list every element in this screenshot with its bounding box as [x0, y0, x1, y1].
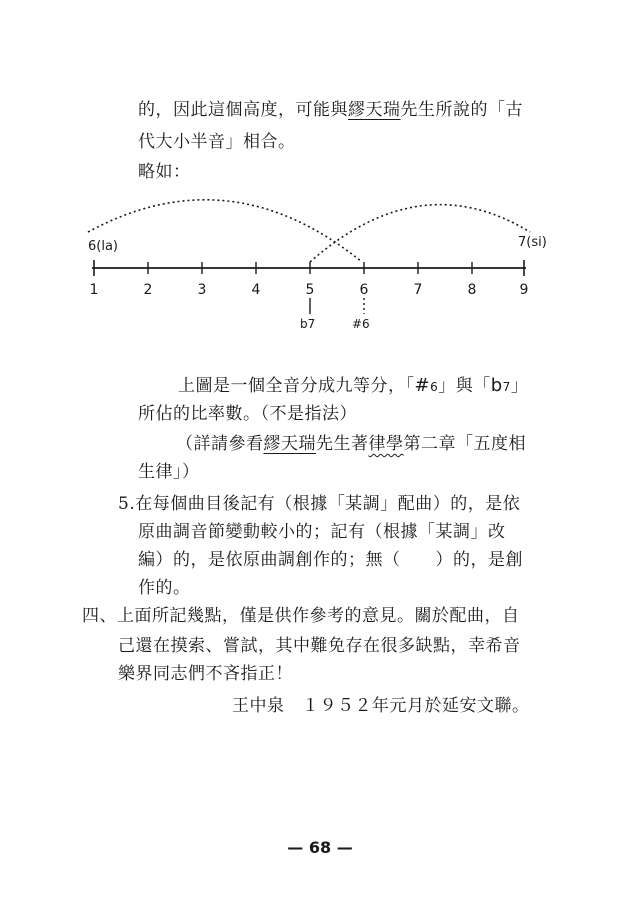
text-segment: （詳請參看 — [176, 434, 264, 454]
text-segment: 代大小半音」相合。 — [138, 132, 296, 152]
scale-number: 9 — [519, 282, 529, 298]
section-4-line — [118, 662, 293, 686]
text-segment: 與 — [455, 376, 474, 396]
underlined-name: 繆天瑞 — [263, 434, 316, 454]
flat-symbol: b — [490, 375, 503, 396]
list-item-5-line — [138, 576, 191, 600]
sharp-symbol: # — [414, 375, 431, 396]
section-4-line — [82, 604, 520, 628]
list-item-5-line — [138, 520, 506, 544]
scale-number: 5 — [305, 282, 315, 298]
label-flat-seven: b7 — [300, 317, 316, 331]
bracket: 」 — [510, 376, 529, 396]
signature: 王中泉 １９５２年元月於延安文聯。 — [232, 696, 530, 716]
text-segment: 上圖是一個全音分成九等分， — [178, 376, 406, 396]
bracket: 「 — [405, 376, 415, 396]
list-item-5-line — [138, 548, 523, 572]
text-segment: 先生著 — [316, 434, 369, 454]
text-segment: 的，因此這個高度，可能與 — [138, 100, 348, 120]
text-segment: 原曲調音節變動較小的；記有（根據「某調」改 — [138, 522, 506, 542]
scale-number: 8 — [467, 282, 477, 298]
bracket: 「 — [473, 376, 491, 396]
note-number: 7 — [502, 380, 511, 394]
paragraph-line — [138, 402, 357, 426]
text-segment: 第二章「五度相 — [403, 434, 526, 454]
underlined-name: 繆天瑞 — [348, 100, 401, 120]
label-sharp-six: #6 — [352, 317, 370, 331]
text-segment: 樂界同志們不吝指正！ — [118, 664, 293, 684]
paragraph-line — [178, 374, 528, 399]
scale-number: 6 — [359, 282, 369, 298]
text-segment: 先生所說的「古 — [400, 100, 523, 120]
text-segment: 四、上面所記幾點，僅是供作參考的意見。關於配曲，自 — [82, 606, 520, 626]
scale-number: 7 — [413, 282, 423, 298]
text-segment: 己還在摸索、嘗試，其中難免存在很多缺點，幸希音 — [118, 636, 521, 656]
text-segment: 作的。 — [138, 578, 191, 598]
list-item-5-line — [118, 492, 520, 516]
page-number: — 68 — — [287, 838, 353, 857]
arc-left-to-six — [88, 200, 362, 262]
text-segment: 5.在每個曲目後記有（根據「某調」配曲）的，是依 — [118, 494, 521, 514]
text-segment: 編）的，是依原曲調創作的；無（ ）的，是創 — [138, 550, 523, 570]
scale-numbers — [90, 282, 529, 298]
scale-number: 4 — [251, 282, 261, 298]
paragraph-line — [176, 432, 526, 456]
text-segment: 生律」） — [138, 462, 200, 482]
interval-diagram — [0, 0, 640, 340]
section-4-line — [118, 634, 521, 658]
scale-number: 1 — [89, 282, 99, 298]
scale-number: 3 — [197, 282, 207, 298]
paragraph-line — [138, 460, 200, 484]
signature-line — [232, 694, 530, 718]
label-seven-si: 7(si) — [518, 235, 547, 250]
bracket: 」 — [438, 376, 456, 396]
scale-number: 2 — [143, 282, 153, 298]
note-number: 6 — [430, 380, 439, 394]
label-six-la: 6(la) — [88, 239, 118, 254]
text-segment: 所佔的比率數。（不是指法） — [138, 404, 357, 424]
arc-five-to-right — [310, 205, 530, 262]
text-segment: 略如： — [138, 162, 191, 182]
book-title: 律學 — [368, 434, 404, 454]
